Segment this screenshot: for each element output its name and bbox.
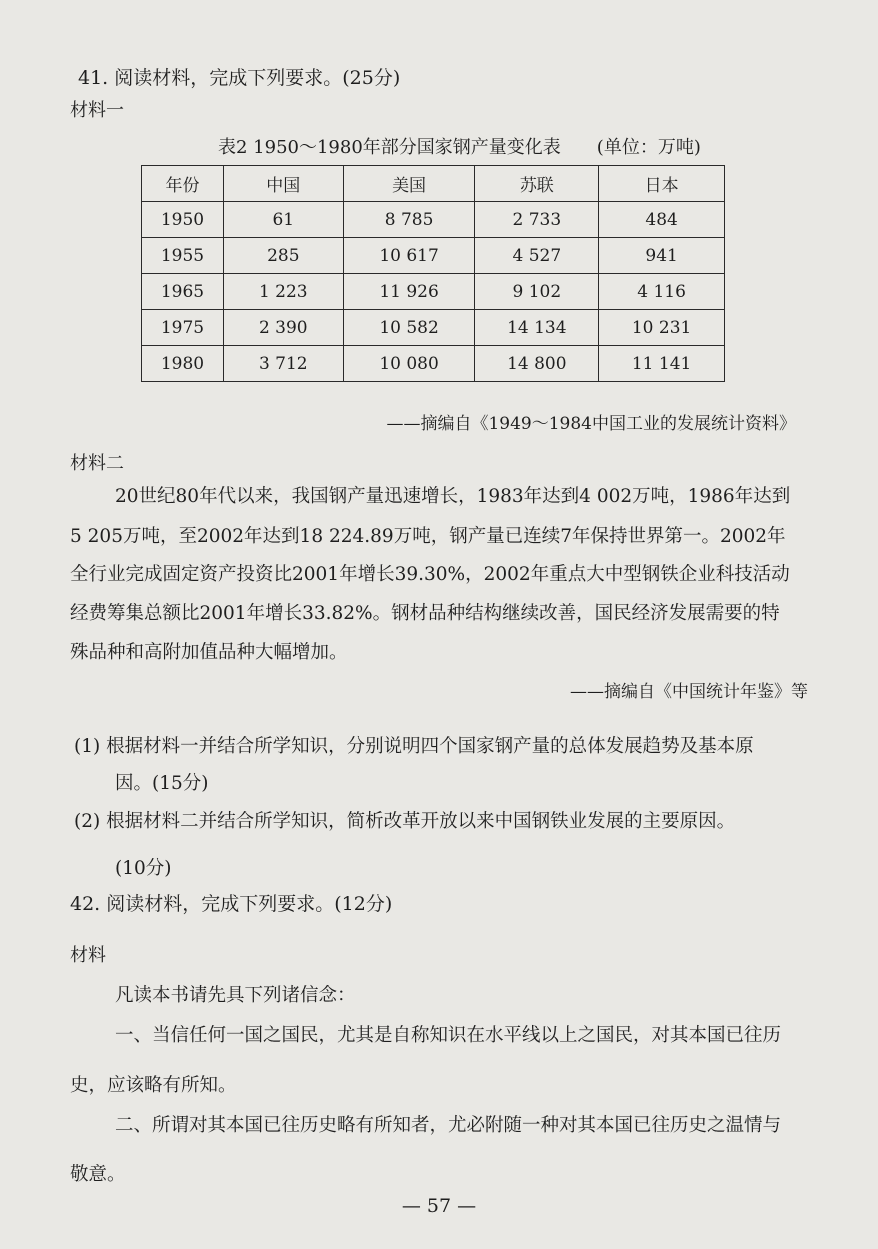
q42-line: 凡读本书请先具下列诸信念： [115, 985, 356, 1006]
table-row [142, 274, 725, 310]
header-ussr: 苏联 [475, 166, 599, 202]
table-row [142, 238, 725, 274]
cell-usa: 10 617 [343, 238, 475, 274]
sub-question-1-cont: 因。(15分) [115, 773, 209, 794]
cell-year: 1965 [142, 274, 224, 310]
cell-china: 3 712 [223, 346, 343, 382]
q42-line: 敬意。 [70, 1164, 126, 1185]
sub-question-1: (1) 根据材料一并结合所学知识，分别说明四个国家钢产量的总体发展趋势及基本原 [74, 736, 754, 757]
header-year: 年份 [142, 166, 224, 202]
cell-ussr: 14 800 [475, 346, 599, 382]
cell-year: 1975 [142, 310, 224, 346]
q42-line: 一、当信任何一国之国民，尤其是自称知识在水平线以上之国民，对其本国已往历 [115, 1025, 782, 1046]
cell-japan: 10 231 [599, 310, 725, 346]
cell-japan: 484 [599, 202, 725, 238]
header-japan: 日本 [599, 166, 725, 202]
header-china: 中国 [223, 166, 343, 202]
cell-ussr: 4 527 [475, 238, 599, 274]
cell-usa: 8 785 [343, 202, 475, 238]
material2-label: 材料二 [70, 453, 124, 474]
cell-china: 2 390 [223, 310, 343, 346]
material2-line: 全行业完成固定资产投资比2001年增长39.30%，2002年重点大中型钢铁企业科技活动 [70, 564, 790, 585]
page-number: — 57 — [401, 1195, 477, 1217]
cell-year: 1950 [142, 202, 224, 238]
sub-question-2: (2) 根据材料二并结合所学知识，简析改革开放以来中国钢铁业发展的主要原因。 [74, 811, 736, 832]
table-source: ——摘编自《1949～1984中国工业的发展统计资料》 [386, 414, 796, 434]
table-header-row [142, 166, 725, 202]
table-row [142, 310, 725, 346]
cell-usa: 11 926 [343, 274, 475, 310]
cell-japan: 4 116 [599, 274, 725, 310]
cell-ussr: 2 733 [475, 202, 599, 238]
header-usa: 美国 [343, 166, 475, 202]
cell-china: 1 223 [223, 274, 343, 310]
cell-china: 61 [223, 202, 343, 238]
q42-line: 史，应该略有所知。 [70, 1075, 237, 1096]
material2-source: ——摘编自《中国统计年鉴》等 [570, 682, 808, 702]
steel-production-table [141, 165, 725, 382]
cell-ussr: 9 102 [475, 274, 599, 310]
material2-line: 5 205万吨，至2002年达到18 224.89万吨，钢产量已连续7年保持世界第一。2002年 [70, 526, 786, 547]
cell-china: 285 [223, 238, 343, 274]
q42-material-label: 材料 [70, 945, 106, 966]
material2-line: 殊品种和高附加值品种大幅增加。 [70, 642, 348, 663]
table-caption-text: 表2 1950～1980年部分国家钢产量变化表 [218, 137, 561, 158]
material1-label: 材料一 [70, 100, 124, 121]
cell-japan: 941 [599, 238, 725, 274]
table-caption [218, 136, 701, 160]
cell-japan: 11 141 [599, 346, 725, 382]
sub-question-2-cont: (10分) [115, 858, 172, 879]
cell-year: 1980 [142, 346, 224, 382]
cell-year: 1955 [142, 238, 224, 274]
q42-title: 42. 阅读材料，完成下列要求。(12分) [70, 893, 393, 915]
table-row [142, 202, 725, 238]
table-unit: (单位：万吨) [596, 137, 701, 158]
table-row [142, 346, 725, 382]
cell-ussr: 14 134 [475, 310, 599, 346]
q42-line: 二、所谓对其本国已往历史略有所知者，尤必附随一种对其本国已往历史之温情与 [115, 1115, 782, 1136]
cell-usa: 10 080 [343, 346, 475, 382]
material2-line: 经费筹集总额比2001年增长33.82%。钢材品种结构继续改善，国民经济发展需要的特 [70, 603, 780, 624]
q41-title: 41. 阅读材料，完成下列要求。(25分) [78, 67, 401, 89]
cell-usa: 10 582 [343, 310, 475, 346]
material2-line: 20世纪80年代以来，我国钢产量迅速增长，1983年达到4 002万吨，1986年达到 [115, 486, 791, 507]
